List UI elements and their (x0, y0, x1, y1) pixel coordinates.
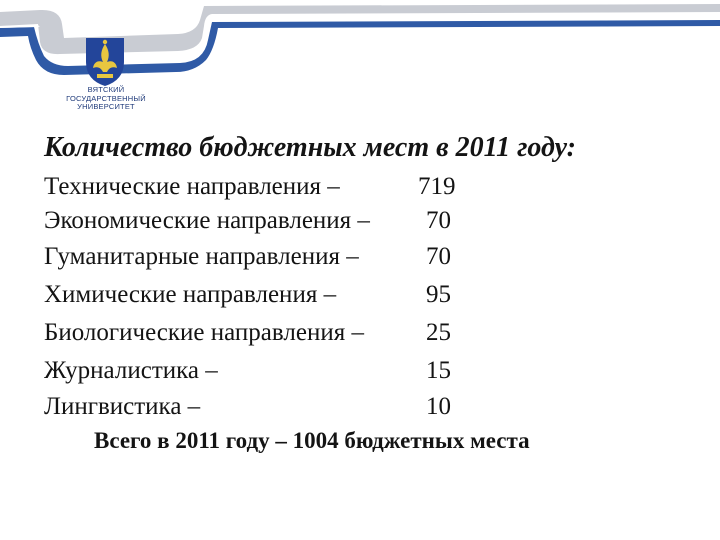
list-item (44, 204, 451, 238)
row-label: Журналистика – (44, 357, 218, 384)
row-label: Биологические направления – (44, 319, 364, 346)
row-label: Технические направления – (44, 173, 340, 200)
row-value: 70 (426, 243, 451, 270)
row-label: Лингвистика – (44, 393, 201, 420)
row-label: Химические направления – (44, 281, 337, 308)
list-item (44, 278, 451, 312)
row-value: 95 (426, 281, 451, 308)
university-name-line: ГОСУДАРСТВЕННЫЙ (66, 93, 146, 103)
total-summary: Всего в 2011 году – 1004 бюджетных места (94, 428, 530, 453)
list-item (44, 170, 456, 204)
row-value: 15 (426, 357, 451, 384)
row-value: 70 (426, 207, 451, 234)
list-item (44, 390, 451, 424)
list-item (44, 354, 451, 388)
row-value: 25 (426, 319, 451, 346)
row-value: 10 (426, 393, 451, 420)
row-label: Гуманитарные направления – (44, 243, 359, 270)
page-title: Количество бюджетных мест в 2011 году: (44, 132, 576, 163)
university-crest-icon (82, 36, 128, 88)
university-name-line: УНИВЕРСИТЕТ (77, 102, 135, 111)
university-name-line: ВЯТСКИЙ (87, 85, 125, 94)
list-item (44, 316, 451, 350)
university-name (56, 86, 156, 112)
row-value: 719 (418, 173, 456, 200)
list-item (44, 240, 451, 274)
row-label: Экономические направления – (44, 207, 370, 234)
